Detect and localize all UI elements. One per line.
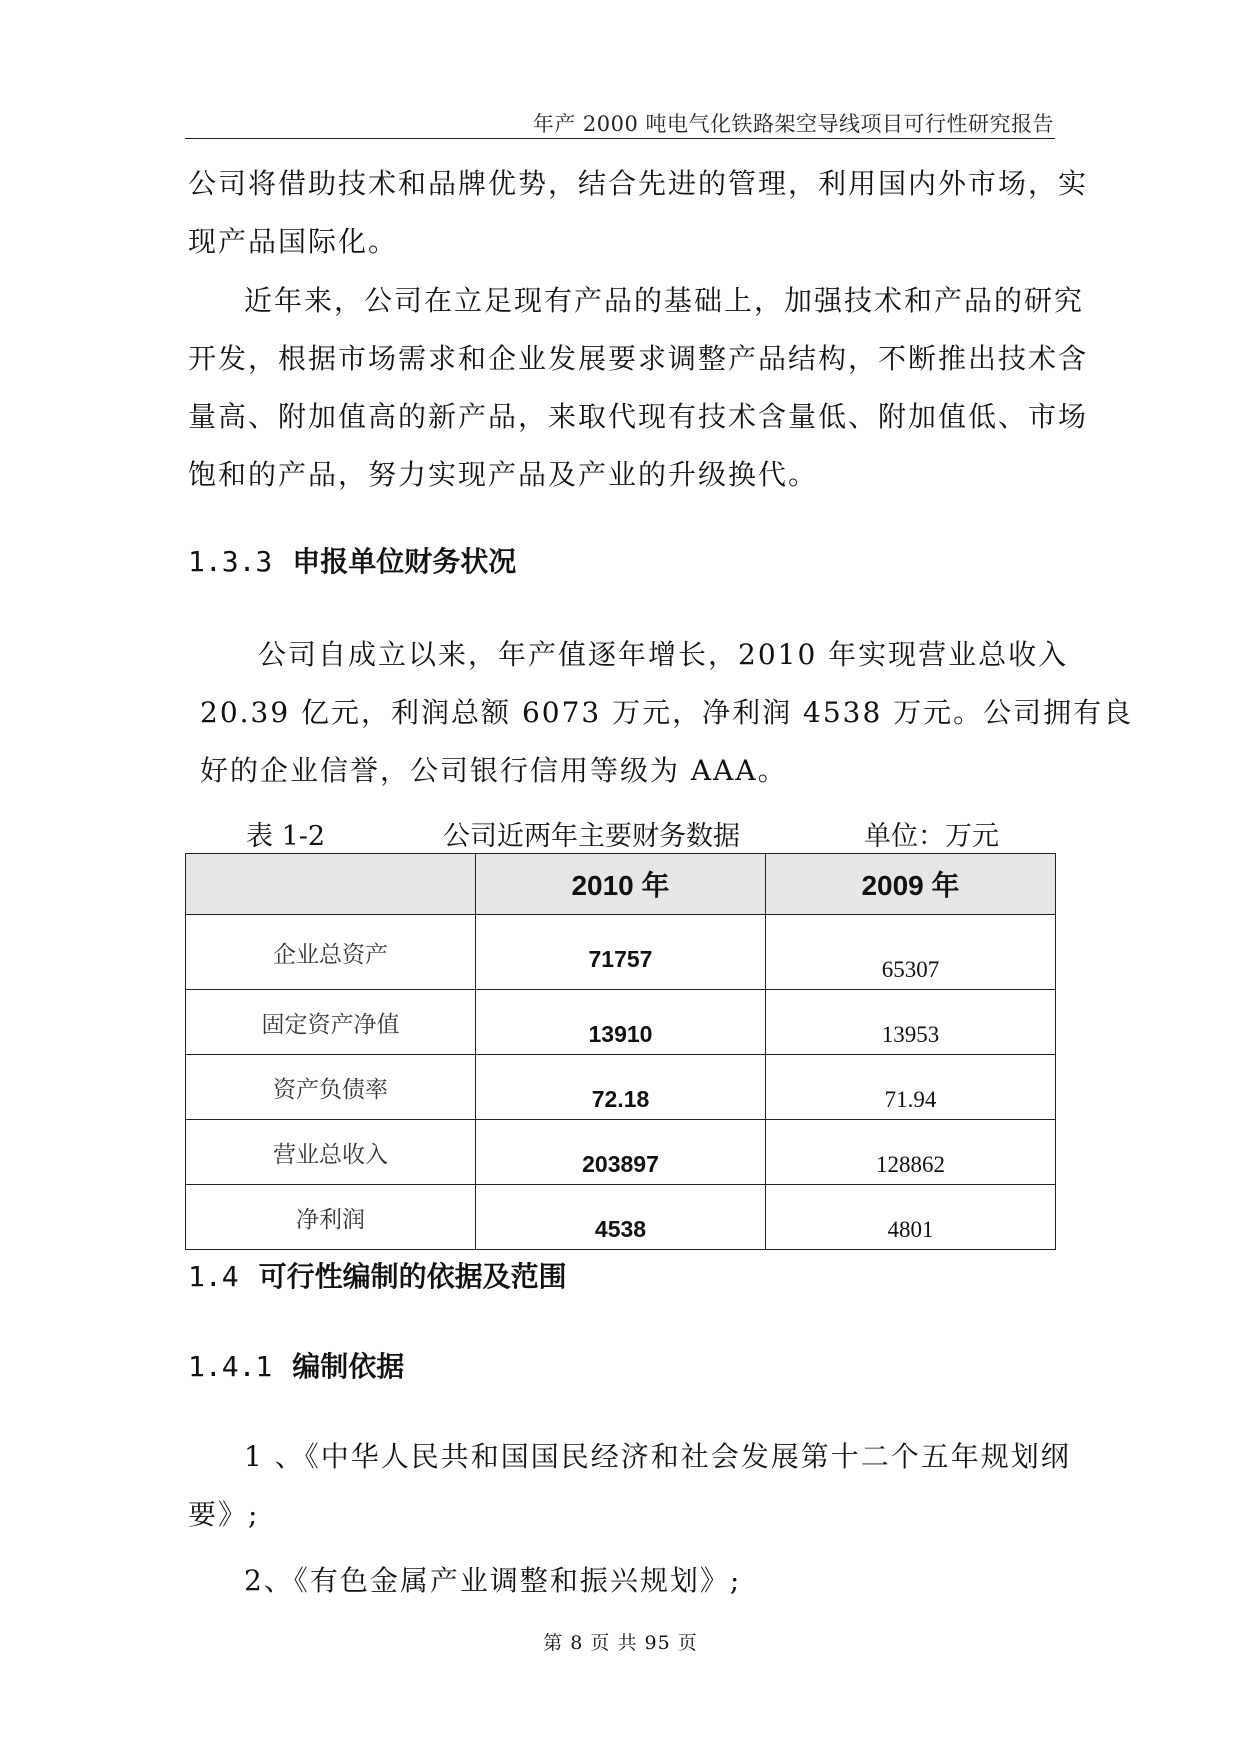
row-label: 资产负债率 xyxy=(186,1055,476,1120)
table-caption-unit: 单位：万元 xyxy=(864,821,999,852)
table-caption-id: 表 1-2 xyxy=(246,821,326,852)
table-header-cell: 2009 年 xyxy=(766,854,1056,915)
section-number: 1.4 xyxy=(188,1260,239,1293)
table-caption-title: 公司近两年主要财务数据 xyxy=(443,821,740,852)
table-row xyxy=(186,1055,1056,1120)
section-heading-1-3-3 xyxy=(188,540,516,580)
table-header-cell: 2010 年 xyxy=(476,854,766,915)
section-title: 可行性编制的依据及范围 xyxy=(258,1260,567,1293)
text-line: 20.39 亿元，利润总额 6073 万元，净利润 4538 万元。公司拥有良 xyxy=(200,696,1134,729)
text-line: 公司将借助技术和品牌优势，结合先进的管理，利用国内外市场，实 xyxy=(188,167,1089,200)
text-line: 现产品国际化。 xyxy=(188,225,399,258)
value-2009: 71.94 xyxy=(766,1055,1056,1120)
section-number: 1.4.1 xyxy=(188,1350,273,1383)
basis-list xyxy=(188,1428,1071,1660)
section-title: 编制依据 xyxy=(292,1350,405,1383)
text-line: 量高、附加值高的新产品，来取代现有技术含量低、附加值低、市场 xyxy=(188,400,1089,433)
value-2009: 4801 xyxy=(766,1185,1056,1250)
value-2009: 65307 xyxy=(766,915,1056,990)
table-header-row xyxy=(186,854,1056,915)
row-label: 净利润 xyxy=(186,1185,476,1250)
section-title: 申报单位财务状况 xyxy=(292,545,517,578)
section-heading-1-4-1 xyxy=(188,1345,404,1385)
row-label: 固定资产净值 xyxy=(186,990,476,1055)
value-2009: 128862 xyxy=(766,1120,1056,1185)
paragraph-intro-continued xyxy=(188,155,1089,271)
list-item-continuation: 要》; xyxy=(188,1498,260,1531)
text-line: 开发，根据市场需求和企业发展要求调整产品结构，不断推出技术含 xyxy=(188,342,1089,375)
section-number: 1.3.3 xyxy=(188,545,273,578)
list-item: 2、《有色金属产业调整和振兴规划》; xyxy=(244,1564,742,1597)
text-line: 公司自成立以来，年产值逐年增长，2010 年实现营业总收入 xyxy=(258,638,1069,671)
text-line: 饱和的产品，努力实现产品及产业的升级换代。 xyxy=(188,458,819,491)
value-2010: 4538 xyxy=(476,1185,766,1250)
text-line: 近年来，公司在立足现有产品的基础上，加强技术和产品的研究 xyxy=(244,284,1085,317)
table-row xyxy=(186,915,1056,990)
table-row xyxy=(186,1185,1056,1250)
financial-data-table xyxy=(185,853,1056,1250)
value-2009: 13953 xyxy=(766,990,1056,1055)
page-header-title: 年产 2000 吨电气化铁路架空导线项目可行性研究报告 xyxy=(532,112,1054,136)
table-row xyxy=(186,1120,1056,1185)
table-header-cell xyxy=(186,854,476,915)
value-2010: 13910 xyxy=(476,990,766,1055)
row-label: 营业总收入 xyxy=(186,1120,476,1185)
value-2010: 71757 xyxy=(476,915,766,990)
page-footer: 第 8 页 共 95 页 xyxy=(543,1632,698,1654)
value-2010: 203897 xyxy=(476,1120,766,1185)
paragraph-financial-status xyxy=(188,626,1134,800)
section-heading-1-4 xyxy=(188,1255,567,1295)
value-2010: 72.18 xyxy=(476,1055,766,1120)
paragraph-product-development xyxy=(188,272,1089,504)
list-item: 1 、《中华人民共和国国民经济和社会发展第十二个五年规划纲 xyxy=(244,1440,1071,1473)
row-label: 企业总资产 xyxy=(186,915,476,990)
header-divider xyxy=(185,138,1055,139)
text-line: 好的企业信誉，公司银行信用等级为 AAA。 xyxy=(200,754,788,787)
table-row xyxy=(186,990,1056,1055)
